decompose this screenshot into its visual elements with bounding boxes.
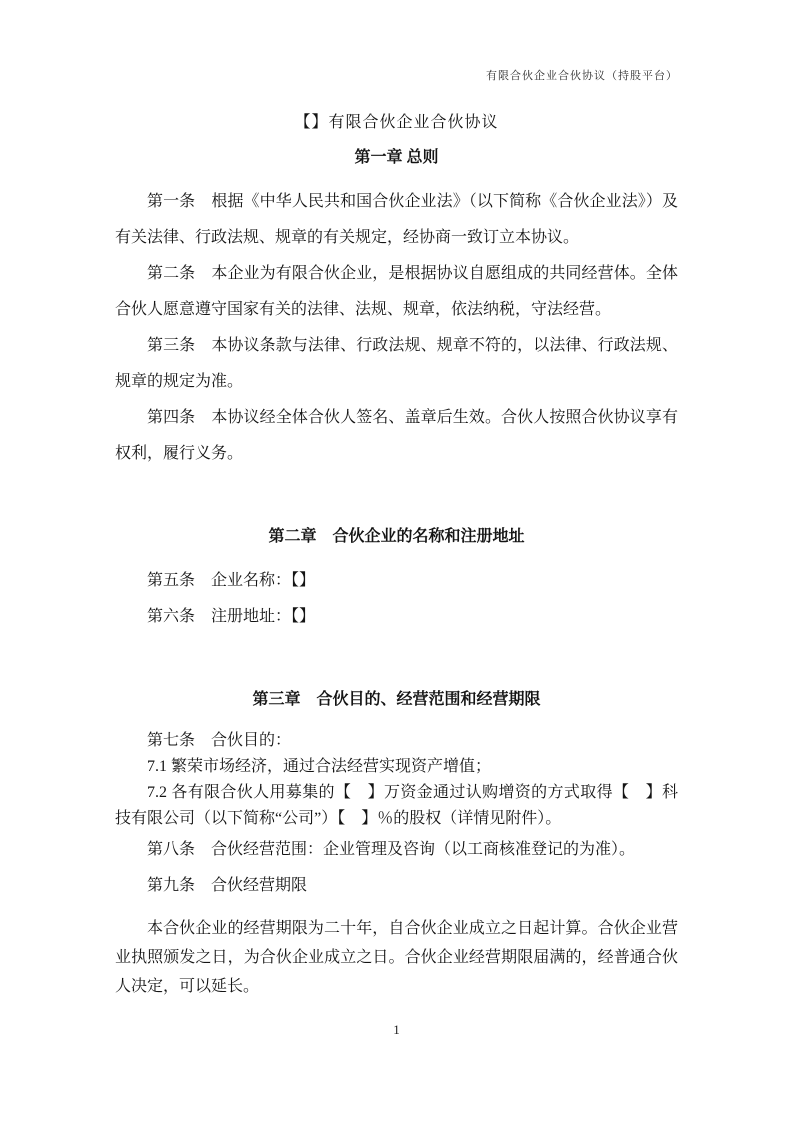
chapter-heading: 第二章 合伙企业的名称和注册地址 [268,528,525,545]
paragraph: 第二条 本企业为有限合伙企业，是根据协议自愿组成的共同经营体。全体合伙人愿意遵守国家有关的法律、法规、规章，依法纳税，守法经营。 [115,265,678,318]
chapter-heading: 第三章 合伙目的、经营范围和经营期限 [252,691,541,708]
chapter-heading: 第一章 总则 [354,149,439,166]
sub-clause-paragraph: 7.2 各有限合伙人用募集的【 】万资金通过认购增资的方式取得【 】科技有限公司（以下简称“公司”）【 】％的股权（详情见附件）。 [115,784,678,827]
paragraph: 第三条 本协议条款与法律、行政法规、规章不符的，以法律、行政法规、规章的规定为准。 [115,337,678,390]
paragraph: 本合伙企业的经营期限为二十年，自合伙企业成立之日起计算。合伙企业营业执照颁发之日，为合伙企业成立之日。合伙企业经营期限届满的，经普通合伙人决定，可以延长。 [115,920,678,995]
sub-clause-paragraph: 第七条 合伙目的： [147,732,292,749]
paragraph: 第一条 根据《中华人民共和国合伙企业法》（以下简称《合伙企业法》）及有关法律、行政法规、规章的有关规定，经协商一致订立本协议。 [115,193,678,246]
paragraph: 第九条 合伙经营期限 [147,877,308,894]
paragraph: 第四条 本协议经全体合伙人签名、盖章后生效。合伙人按照合伙协议享有权利，履行义务。 [115,409,678,462]
document-content [115,0,678,1001]
paragraph: 第八条 合伙经营范围：企业管理及咨询（以工商核准登记的为准）。 [147,841,636,858]
page-number: 1 [393,1022,400,1037]
running-header-text: 有限合伙企业合伙协议（持股平台） [486,70,678,82]
paragraph: 第六条 注册地址：【】 [147,608,316,625]
sub-clause-paragraph: 7.1 繁荣市场经济，通过合法经营实现资产增值； [147,758,492,775]
paragraph: 第五条 企业名称：【】 [147,572,316,589]
document-body [115,147,678,1001]
document-title: 【】有限合伙企业合伙协议 [294,114,499,131]
